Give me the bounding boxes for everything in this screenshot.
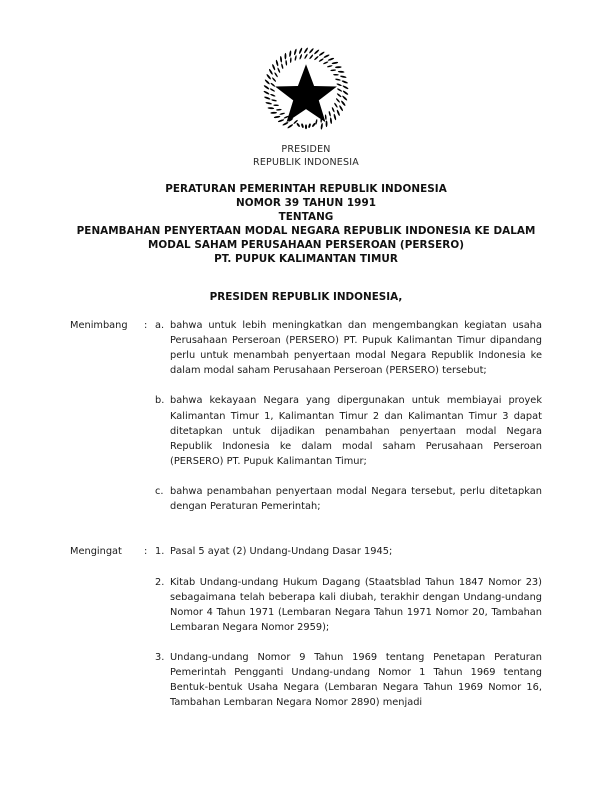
title-line-4: PENAMBAHAN PENYERTAAN MODAL NEGARA REPUBLIK INDONESIA KE DALAM [76,225,536,238]
list-item [155,393,542,468]
clause-label: Mengingat [70,546,122,558]
clause-items [155,544,542,710]
list-item [155,650,542,710]
emblem-caption-line1: PRESIDEN [281,144,331,155]
list-item-marker: 2. [155,576,165,588]
emblem-caption-line2: REPUBLIK INDONESIA [253,156,359,168]
clause-list [70,318,542,710]
list-item-text: Pasal 5 ayat (2) Undang-Undang Dasar 1945; [170,546,393,558]
title-line-5: MODAL SAHAM PERUSAHAAN PERSEROAN (PERSERO) [148,239,464,252]
list-item [155,544,542,559]
document-subheading: PRESIDEN REPUBLIK INDONESIA, [209,291,403,303]
list-item [155,318,542,378]
list-item-marker: 1. [155,546,165,558]
letterhead [0,44,612,169]
clause-spacer [70,514,542,529]
list-item [155,575,542,635]
list-item-marker: c. [155,486,164,498]
list-item-text: Undang-undang Nomor 9 Tahun 1969 tentang Penetapan Peraturan Pemerintah Pengganti Undang-undang Nomor 1 Tahun 1969 tentang Bentuk-bentuk Usaha Negara (Lembaran Negara Tahun 1969 Nomor 16, Tambahan Lembaran Negara Nomor 2890) menjadi [170,652,542,709]
title-line-3: TENTANG [278,211,334,224]
title-line-2: NOMOR 39 TAHUN 1991 [235,197,377,210]
list-item-text: bahwa untuk lebih meningkatkan dan mengembangkan kegiatan usaha Perusahaan Perseroan (PERSERO) PT. Pupuk Kalimantan Timur dipandang perlu untuk menambah penyertaan modal Negara Republik Indonesia ke dalam modal saham Perusahaan Perseroan (PERSERO) tersebut; [170,320,542,377]
list-item-marker: 3. [155,652,165,664]
list-item [155,484,542,514]
clause-colon: : [144,546,148,558]
clause-row-mengingat [70,544,542,710]
presidential-star-wreath-icon [260,44,352,136]
clause-colon: : [144,320,148,331]
title-line-1: PERATURAN PEMERINTAH REPUBLIK INDONESIA [165,183,447,195]
title-line-6: PT. PUPUK KALIMANTAN TIMUR [214,253,398,266]
clause-row-menimbang [70,318,542,514]
emblem-caption [0,144,612,169]
list-item-marker: b. [155,395,165,407]
clause-spacer [70,529,542,544]
list-item-text: Kitab Undang-undang Hukum Dagang (Staatsblad Tahun 1847 Nomor 23) sebagaimana telah beberapa kali diubah, terakhir dengan Undang-undang Nomor 4 Tahun 1971 (Lembaran Negara Tahun 1971 Nomor 20, Tambahan Lembaran Negara Nomor 2959); [170,576,542,633]
clause-label: Menimbang [70,320,128,331]
list-item-text: bahwa penambahan penyertaan modal Negara tersebut, perlu ditetapkan dengan Peraturan Pemerintah; [170,486,542,513]
document-title [56,182,556,267]
list-item-marker: a. [155,320,165,331]
clause-items [155,318,542,514]
list-item-text: bahwa kekayaan Negara yang dipergunakan untuk membiayai proyek Kalimantan Timur 1, Kalimantan Timur 2 dan Kalimantan Timur 3 dapat ditetapkan untuk dijadikan penambahan penyertaan modal Negara Republik Indonesia ke dalam modal saham Perusahaan Perseroan (PERSERO) PT. Pupuk Kalimantan Timur; [170,395,542,467]
